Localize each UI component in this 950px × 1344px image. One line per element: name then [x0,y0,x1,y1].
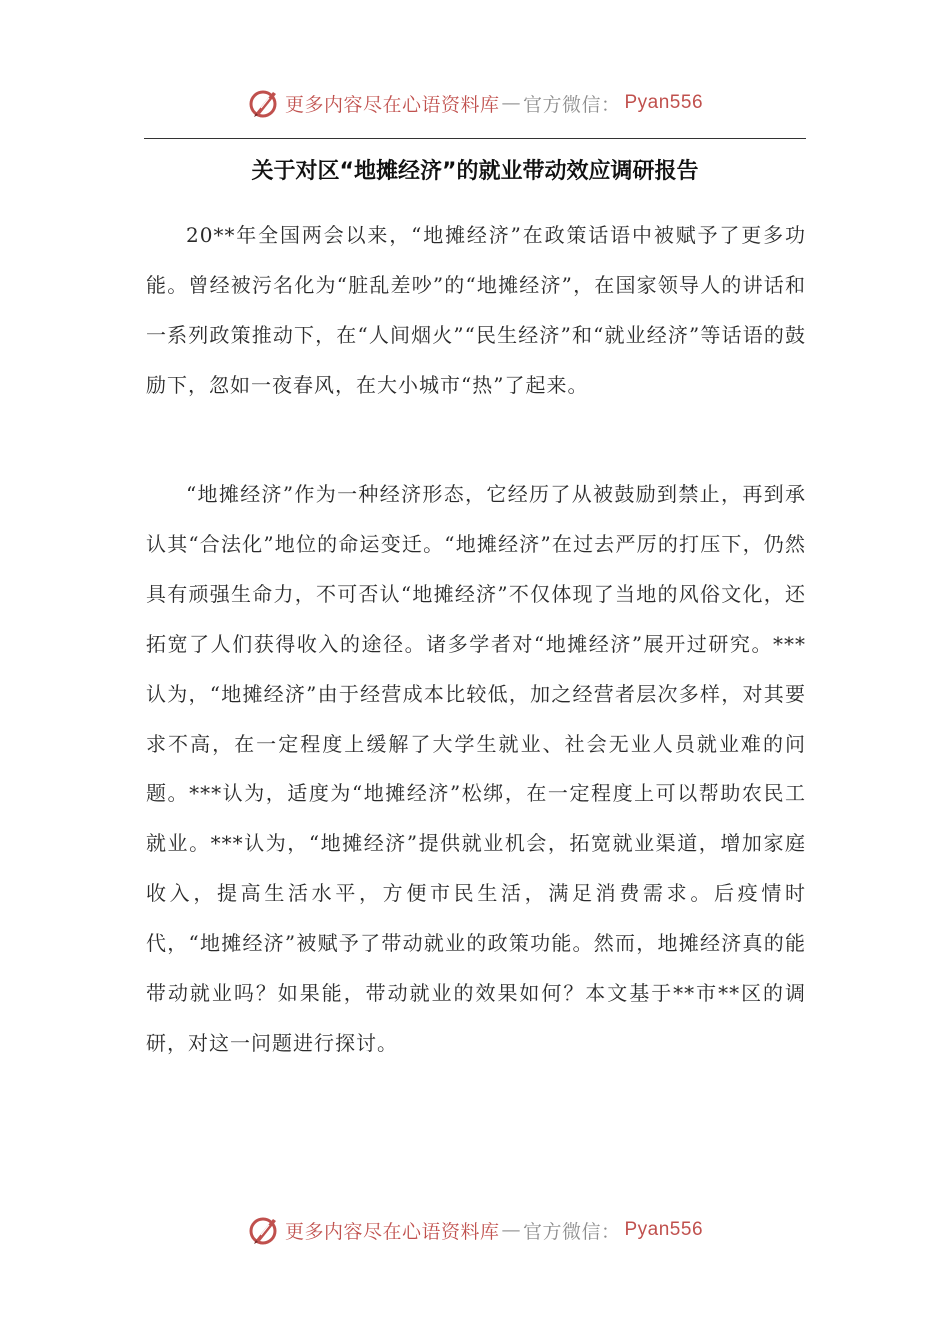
paragraph-2 [146,470,806,1069]
banner-site-text: 更多内容尽在心语资料库 [284,93,500,116]
paragraph-text: 20**年全国两会以来，“地摊经济”在政策话语中被赋予了更多功能。曾经被污名化为“脏乱差吵”的“地摊经济”，在国家领导人的讲话和一系列政策推动下，在“人间烟火”“民生经济”和“就业经济”等话语的鼓励下，忽如一夜春风，在大小城市“热”了起来。 [146,223,806,397]
banner-site-text: 更多内容尽在心语资料库 [284,1220,500,1243]
banner-dash: — [501,1219,521,1241]
footer-banner [0,1210,950,1250]
banner-dash: — [501,92,521,114]
banner-wechat-id: Pyan556 [624,92,704,113]
document-title: 关于对区“地摊经济”的就业带动效应调研报告 [251,159,699,184]
paragraph-1 [146,211,806,411]
quill-pen-logo-icon [247,86,281,120]
banner-wechat-label: 官方微信： [522,1220,621,1243]
banner-wechat-label: 官方微信： [522,93,621,116]
header-banner [0,83,950,123]
header-divider [144,138,806,139]
banner-wechat-id: Pyan556 [624,1219,704,1240]
paragraph-text: “地摊经济”作为一种经济形态，它经历了从被鼓励到禁止，再到承认其“合法化”地位的命运变迁。“地摊经济”在过去严厉的打压下，仍然具有顽强生命力，不可否认“地摊经济”不仅体现了当地的风俗文化，还拓宽了人们获得收入的途径。诸多学者对“地摊经济”展开过研究。***认为，“地摊经济”由于经营成本比较低，加之经营者层次多样，对其要求不高，在一定程度上缓解了大学生就业、社会无业人员就业难的问题。***认为，适度为“地摊经济”松绑，在一定程度上可以帮助农民工就业。***认为，“地摊经济”提供就业机会，拓宽就业渠道，增加家庭收入，提高生活水平，方便市民生活，满足消费需求。后疫情时代，“地摊经济”被赋予了带动就业的政策功能。然而，地摊经济真的能带动就业吗？如果能，带动就业的效果如何？本文基于**市**区的调研，对这一问题进行探讨。 [146,482,806,1055]
quill-pen-logo-icon [247,1213,281,1247]
